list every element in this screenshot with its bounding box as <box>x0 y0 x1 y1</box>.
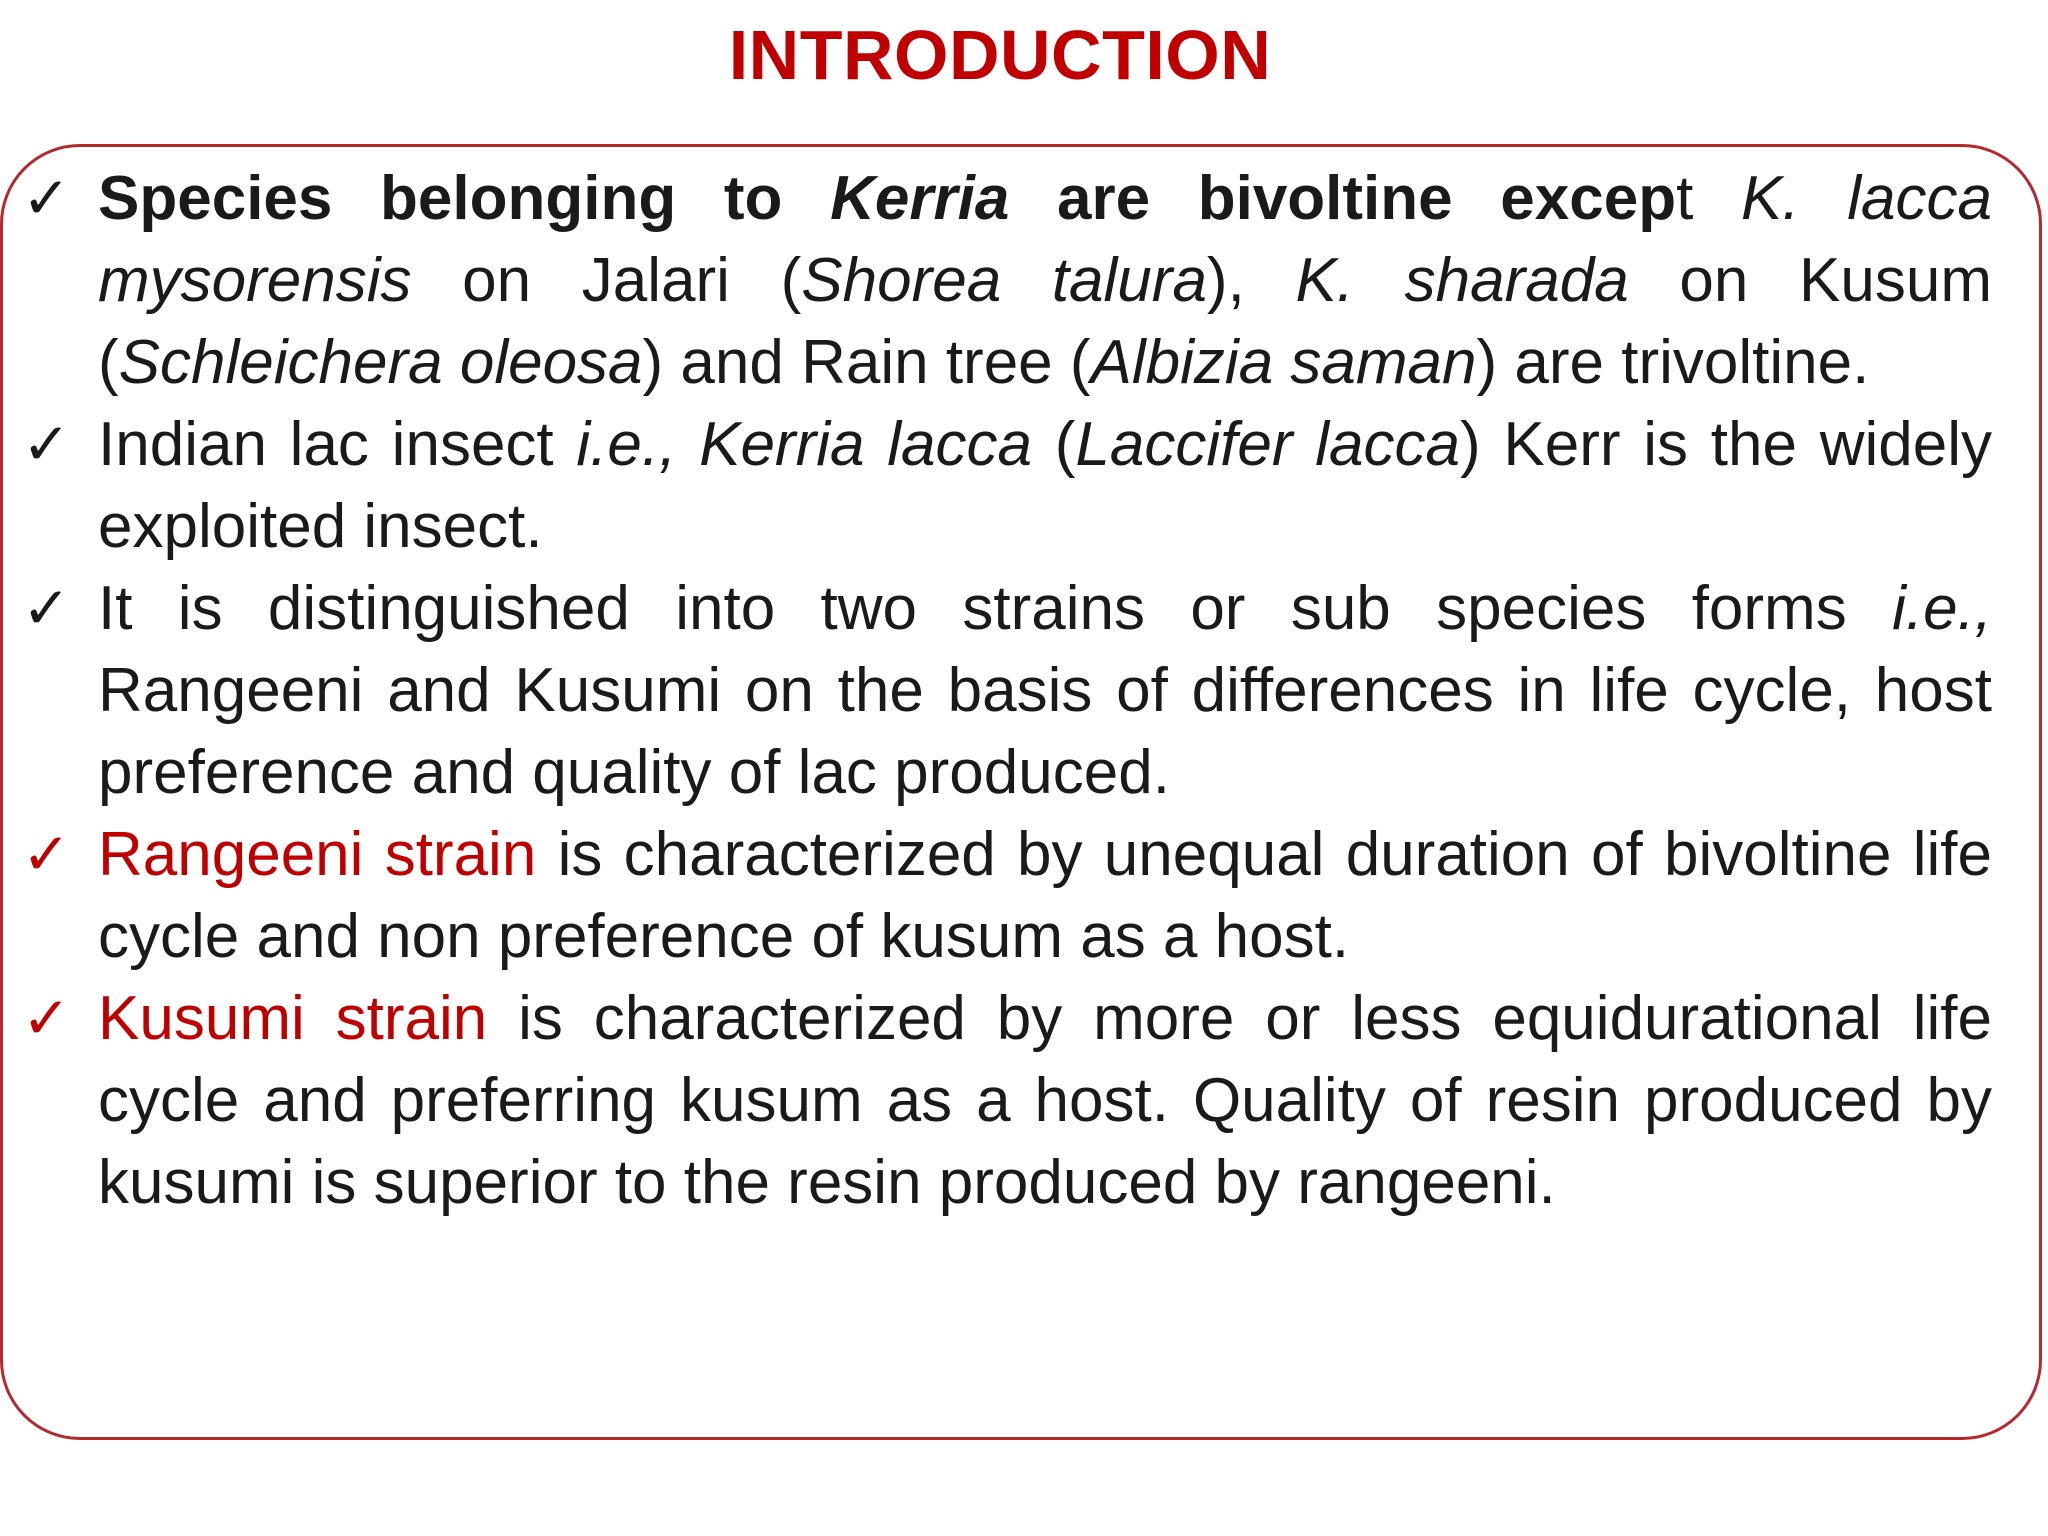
italic-text: Schleichera oleosa <box>118 328 643 397</box>
check-icon: ✓ <box>22 822 71 887</box>
text: is characterized by more or less equidurational life cycle and preferring kusum as a host. Quality of resin produced by kusumi is superior to the resin produced by rangeeni. <box>98 984 1992 1217</box>
bold-text: Species belonging to <box>98 164 831 233</box>
italic-text: Laccifer lacca <box>1075 410 1460 479</box>
bullet-list <box>22 158 1992 1224</box>
bold-text: are bivoltine excep <box>1009 164 1677 233</box>
text: on Kusum ( <box>98 246 1992 397</box>
italic-text: i.e., Kerria lacca <box>576 410 1032 479</box>
bullet-rangeeni-strain <box>22 814 1992 978</box>
text: on Jalari ( <box>411 246 802 315</box>
text: t <box>1676 164 1742 233</box>
italic-text: i.e., <box>1892 574 1992 643</box>
bullet-indian-lac-insect <box>22 404 1992 568</box>
italic-text: Shorea talura <box>801 246 1207 315</box>
text: ), <box>1206 246 1296 315</box>
text: It is distinguished into two strains or sub species forms <box>98 574 1893 643</box>
highlight-text: Rangeeni strain <box>98 820 537 889</box>
check-icon: ✓ <box>22 412 71 477</box>
italic-bold-text: Kerria <box>830 164 1010 233</box>
check-icon: ✓ <box>22 166 71 231</box>
bullet-kusumi-strain <box>22 978 1992 1224</box>
bullet-two-strains <box>22 568 1992 814</box>
text: ( <box>1031 410 1076 479</box>
italic-text: Albizia saman <box>1090 328 1477 397</box>
highlight-text: Kusumi strain <box>98 984 488 1053</box>
italic-text: K. lacca mysorensis <box>98 164 1993 315</box>
bullet-kerria-species <box>22 158 1992 404</box>
text: Indian lac insect <box>98 410 577 479</box>
text: ) Kerr is the widely exploited insect. <box>98 410 1992 561</box>
slide-title: INTRODUCTION <box>728 16 1272 94</box>
text: Rangeeni and Kusumi on the basis of differences in life cycle, host preference and quality of lac produced. <box>98 656 1992 807</box>
check-icon: ✓ <box>22 576 71 641</box>
check-icon: ✓ <box>22 986 71 1051</box>
italic-text: K. sharada <box>1295 246 1629 315</box>
text: ) are trivoltine. <box>1476 328 1870 397</box>
text: ) and Rain tree ( <box>642 328 1091 397</box>
text: is characterized by unequal duration of bivoltine life cycle and non preference of kusum as a host. <box>98 820 1992 971</box>
